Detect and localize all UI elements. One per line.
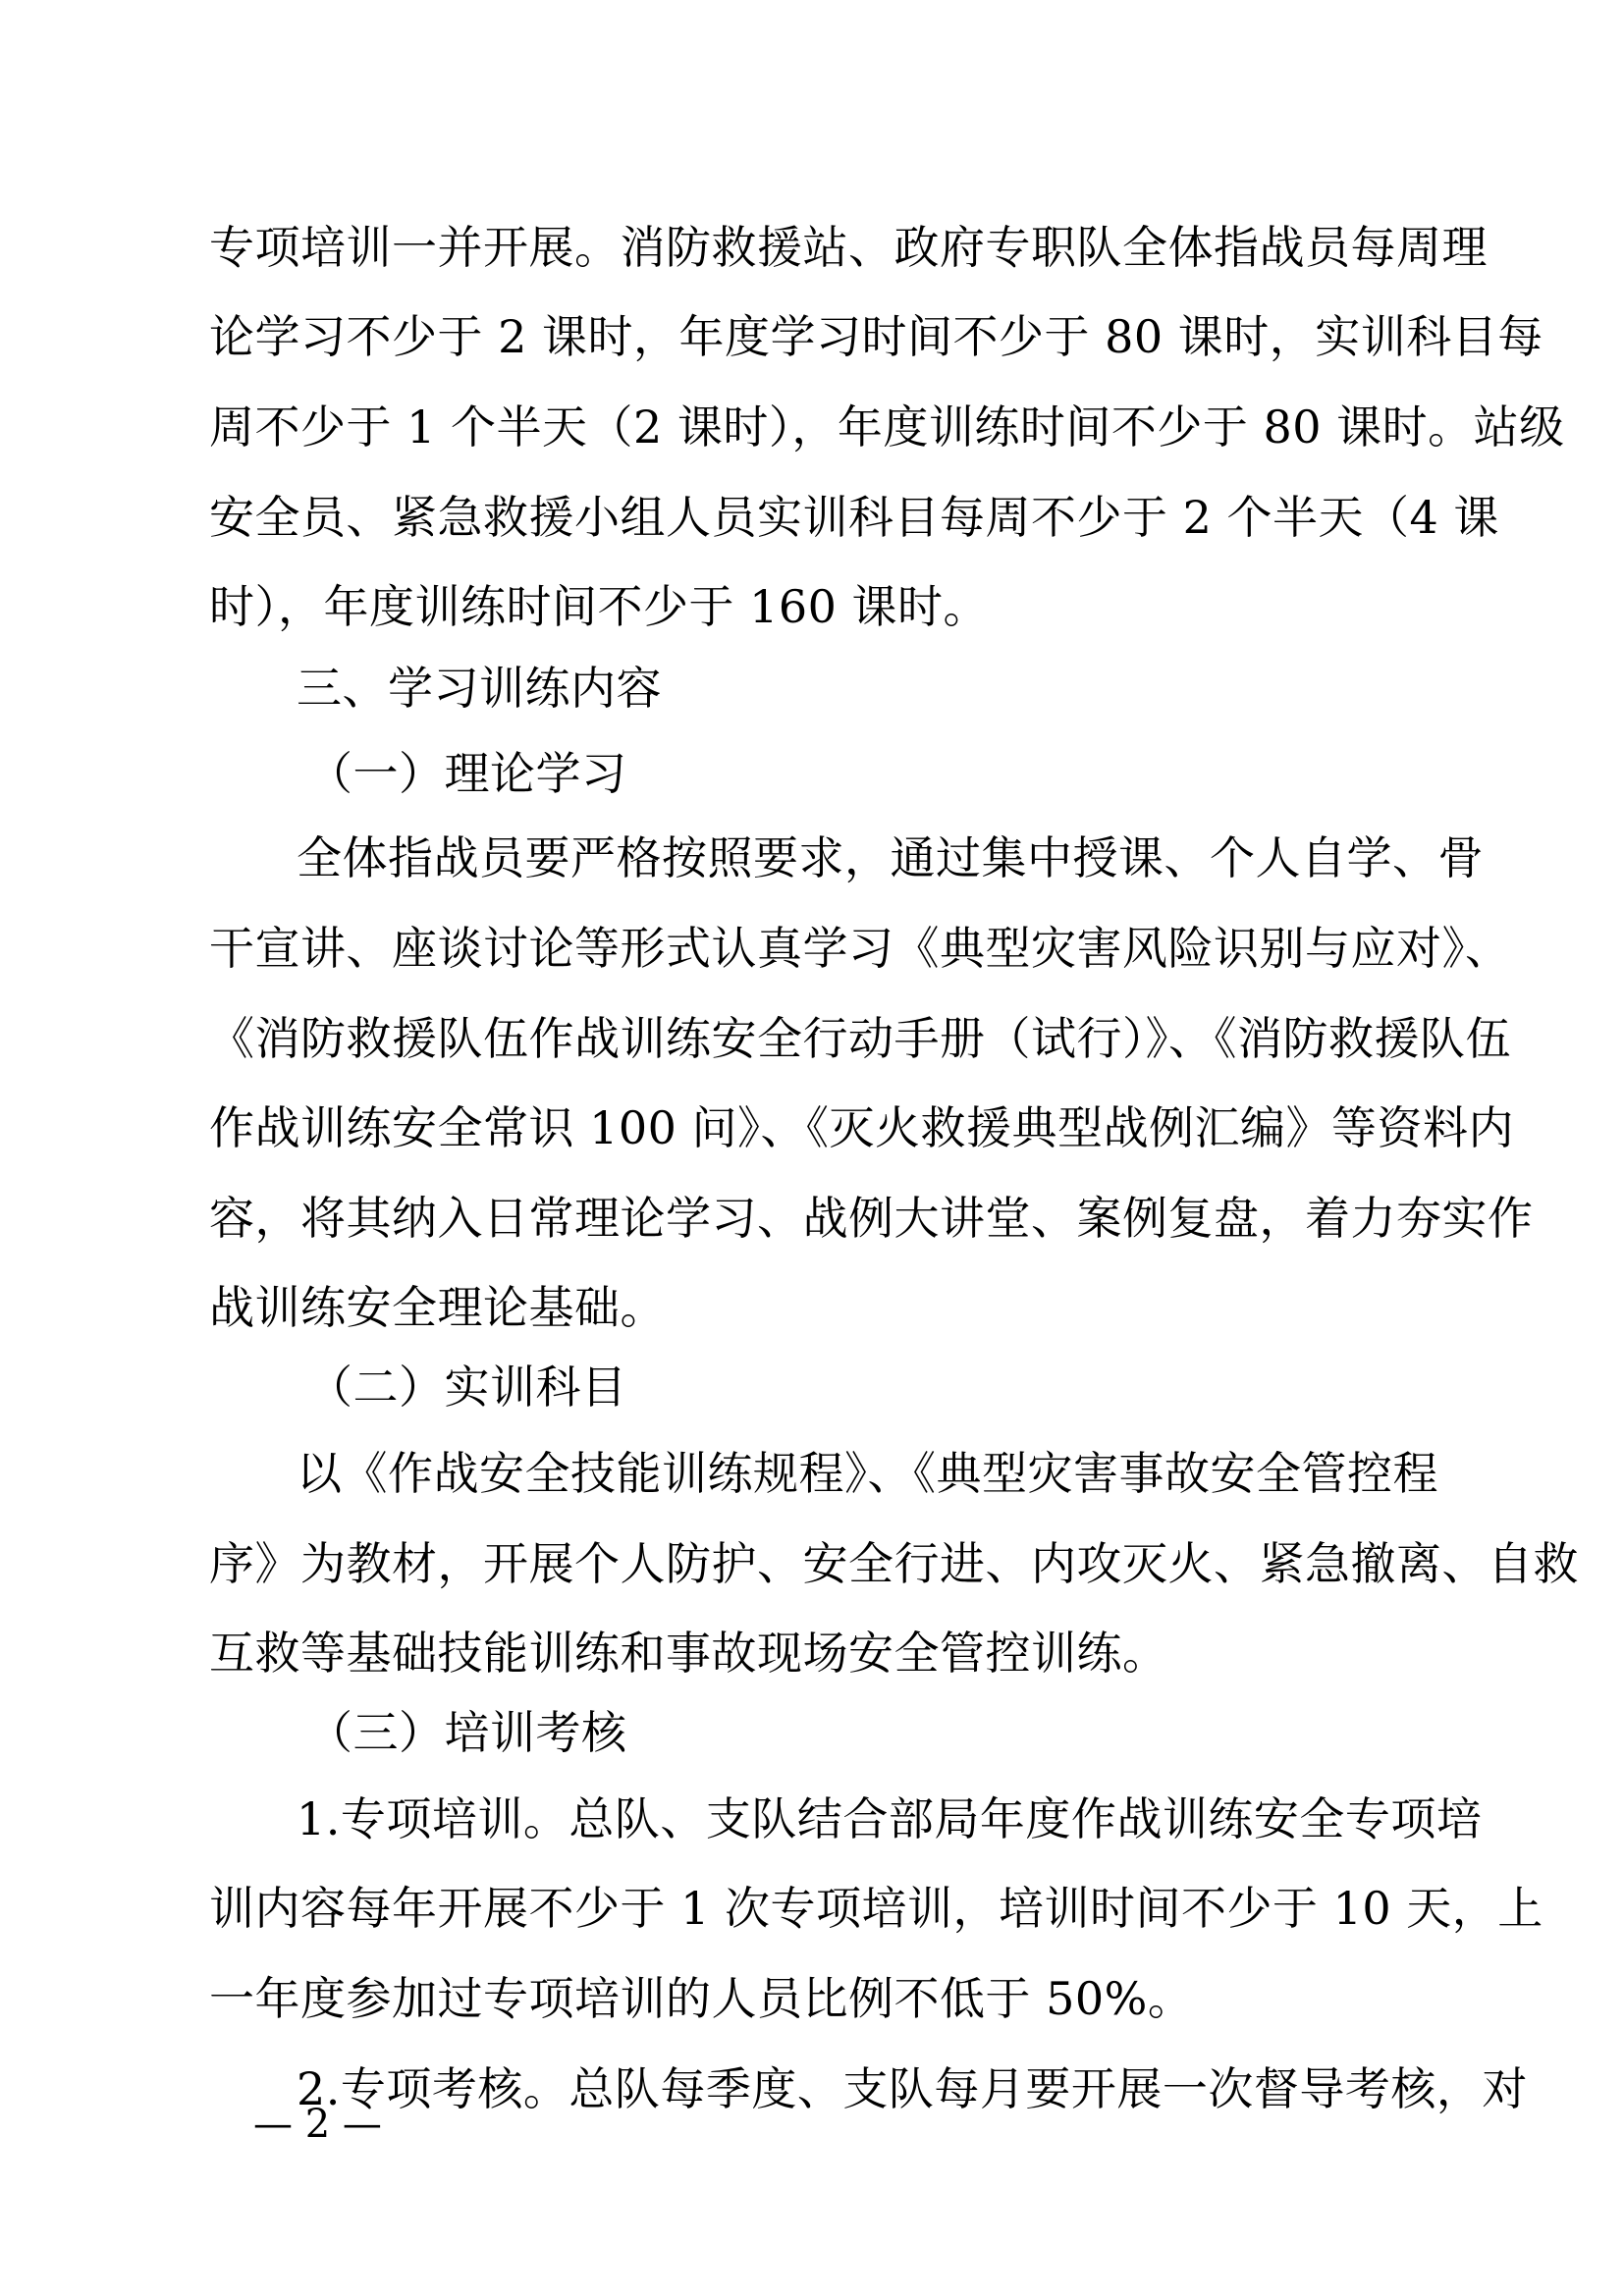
subsection-heading: （二）实训科目 xyxy=(307,1361,627,1414)
body-text-line: 安全员、紧急救援小组人员实训科目每周不少于 2 个半天（4 课 xyxy=(209,491,1499,544)
body-text-line: 干宣讲、座谈讨论等形式认真学习《典型灾害风险识别与应对》、 xyxy=(209,922,1511,975)
page-number: — 2 — xyxy=(253,2102,382,2147)
body-text-line: 一年度参加过专项培训的人员比例不低于 50%。 xyxy=(209,1972,1194,2025)
body-text-line: 序》为教材，开展个人防护、安全行进、内攻灭火、紧急撤离、自救 xyxy=(209,1537,1579,1590)
subsection-heading: （三）培训考核 xyxy=(307,1706,627,1759)
body-text-line: 1.专项培训。总队、支队结合部局年度作战训练安全专项培 xyxy=(297,1792,1483,1845)
section-heading: 三、学习训练内容 xyxy=(297,662,662,715)
body-text-line: 《消防救援队伍作战训练安全行动手册（试行）》、《消防救援队伍 xyxy=(209,1012,1511,1065)
body-text-line: 2.专项考核。总队每季度、支队每月要开展一次督导考核，对 xyxy=(297,2062,1528,2115)
body-text-line: 训内容每年开展不少于 1 次专项培训，培训时间不少于 10 天，上 xyxy=(209,1882,1543,1935)
subsection-heading: （一）理论学习 xyxy=(307,747,627,800)
body-text-line: 以《作战安全技能训练规程》、《典型灾害事故安全管控程 xyxy=(297,1447,1438,1500)
body-text-line: 论学习不少于 2 课时，年度学习时间不少于 80 课时，实训科目每 xyxy=(209,310,1543,363)
body-text-line: 作战训练安全常识 100 问》、《灭火救援典型战例汇编》等资料内 xyxy=(209,1101,1515,1154)
body-text-line: 全体指战员要严格按照要求，通过集中授课、个人自学、骨 xyxy=(297,831,1484,884)
body-text-line: 时），年度训练时间不少于 160 课时。 xyxy=(209,580,990,633)
body-text-line: 互救等基础技能训练和事故现场安全管控训练。 xyxy=(209,1627,1168,1680)
body-text-line: 专项培训一并开展。消防救援站、政府专职队全体指战员每周理 xyxy=(209,221,1488,274)
body-text-line: 战训练安全理论基础。 xyxy=(209,1281,666,1334)
body-text-line: 周不少于 1 个半天（2 课时），年度训练时间不少于 80 课时。站级 xyxy=(209,400,1565,454)
body-text-line: 容，将其纳入日常理论学习、战例大讲堂、案例复盘，着力夯实作 xyxy=(209,1192,1534,1245)
